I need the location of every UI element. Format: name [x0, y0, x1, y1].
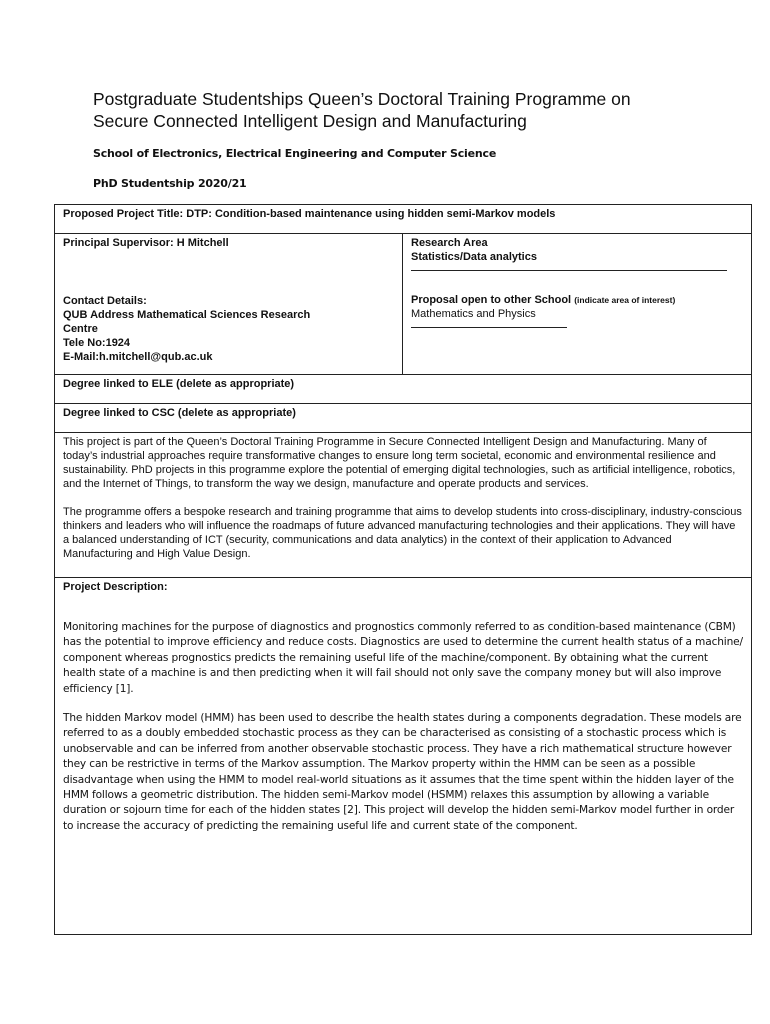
degree-ele: Degree linked to ELE (delete as appropriate) [55, 375, 752, 404]
research-area-value: Statistics/Data analytics [411, 251, 537, 263]
project-form-table [54, 204, 752, 935]
contact-address-1: QUB Address Mathematical Sciences Research [63, 309, 311, 321]
contact-tel: Tele No:1924 [63, 337, 131, 349]
proposal-block [411, 293, 743, 328]
description-paragraph-1: Monitoring machines for the purpose of diagnostics and prognostics commonly referred to as condition-based maintenance (CBM) has the potential to improve efficiency and reduce costs. Diagnostics are used to determine the current health status of a machine/ component whereas prognostics predicts the remaining useful life of the machine/component. By obtaining what the current health state of a machine is and then predicting when it will fail should not only save the company money but will also improve efficiency [1]. [63, 621, 743, 695]
research-area-label: Research Area [411, 237, 488, 249]
proposal-label: Proposal open to other School [411, 294, 572, 306]
contact-details [63, 294, 394, 364]
research-area-rule [411, 264, 727, 271]
project-description-label: Project Description: [63, 581, 168, 593]
intro-paragraph-1: This project is part of the Queen’s Doctoral Training Programme in Secure Connected Intelligent Design and Manufacturing. Many of today’s industrial approaches require transformative changes to ensure long term societal, economic and environmental resilience and sustainability. PhD projects in this programme explore the potential of emerging digital technologies, such as artificial intelligence, robotics, and the Internet of Things, to transform the way we design, manufacture and operate products and services. [63, 436, 736, 490]
proposal-note: (indicate area of interest) [574, 295, 676, 305]
proposal-rule [411, 321, 567, 328]
contact-email: E-Mail:h.mitchell@qub.ac.uk [63, 351, 213, 363]
research-cell [403, 234, 752, 375]
proposal-value: Mathematics and Physics [411, 308, 536, 320]
description-paragraph-2: The hidden Markov model (HMM) has been used to describe the health states during a components degradation. These models are referred to as a doubly embedded stochastic process as they can be characterised as consisting of a stochastic process which is unobservable and can be inferred from another observable stochastic process. They have a rich mathematical structure however they can be restrictive in terms of the Markov assumption. The Markov property within the HMM can be seen as a possible disadvantage when using the HMM to model real-world situations as it assumes that the time spent within the hidden layer of the HMM follows a geometric distribution. The hidden semi-Markov model (HSMM) relaxes this assumption by allowing a variable duration or sojourn time for each of the hidden states [2]. This project will develop the hidden semi-Markov model further in order to increase the accuracy of predicting the remaining useful life and current state of the component. [63, 712, 742, 832]
programme-intro [55, 433, 752, 578]
studentship-label: PhD Studentship 2020/21 [93, 177, 247, 190]
project-description-cell [55, 578, 752, 935]
page-title [93, 88, 713, 132]
supervisor-cell [55, 234, 403, 375]
contact-address-2: Centre [63, 323, 98, 335]
intro-paragraph-2: The programme offers a bespoke research and training programme that aims to develop students into cross-disciplinary, industry-conscious thinkers and leaders who will influence the roadmaps of future advanced manufacturing technologies and their applications. They will have a balanced understanding of ICT (security, communications and data analytics) in the context of their application to Advanced Manufacturing and High Value Design. [63, 506, 742, 560]
title-line-1: Postgraduate Studentships Queen’s Doctoral Training Programme on [93, 89, 631, 109]
title-line-2: Secure Connected Intelligent Design and Manufacturing [93, 111, 527, 131]
supervisor: Principal Supervisor: H Mitchell [63, 237, 229, 249]
contact-label: Contact Details: [63, 295, 147, 307]
project-title-cell: Proposed Project Title: DTP: Condition-based maintenance using hidden semi-Markov models [55, 205, 752, 234]
school-name: School of Electronics, Electrical Engineering and Computer Science [93, 147, 497, 160]
degree-csc: Degree linked to CSC (delete as appropriate) [55, 404, 752, 433]
